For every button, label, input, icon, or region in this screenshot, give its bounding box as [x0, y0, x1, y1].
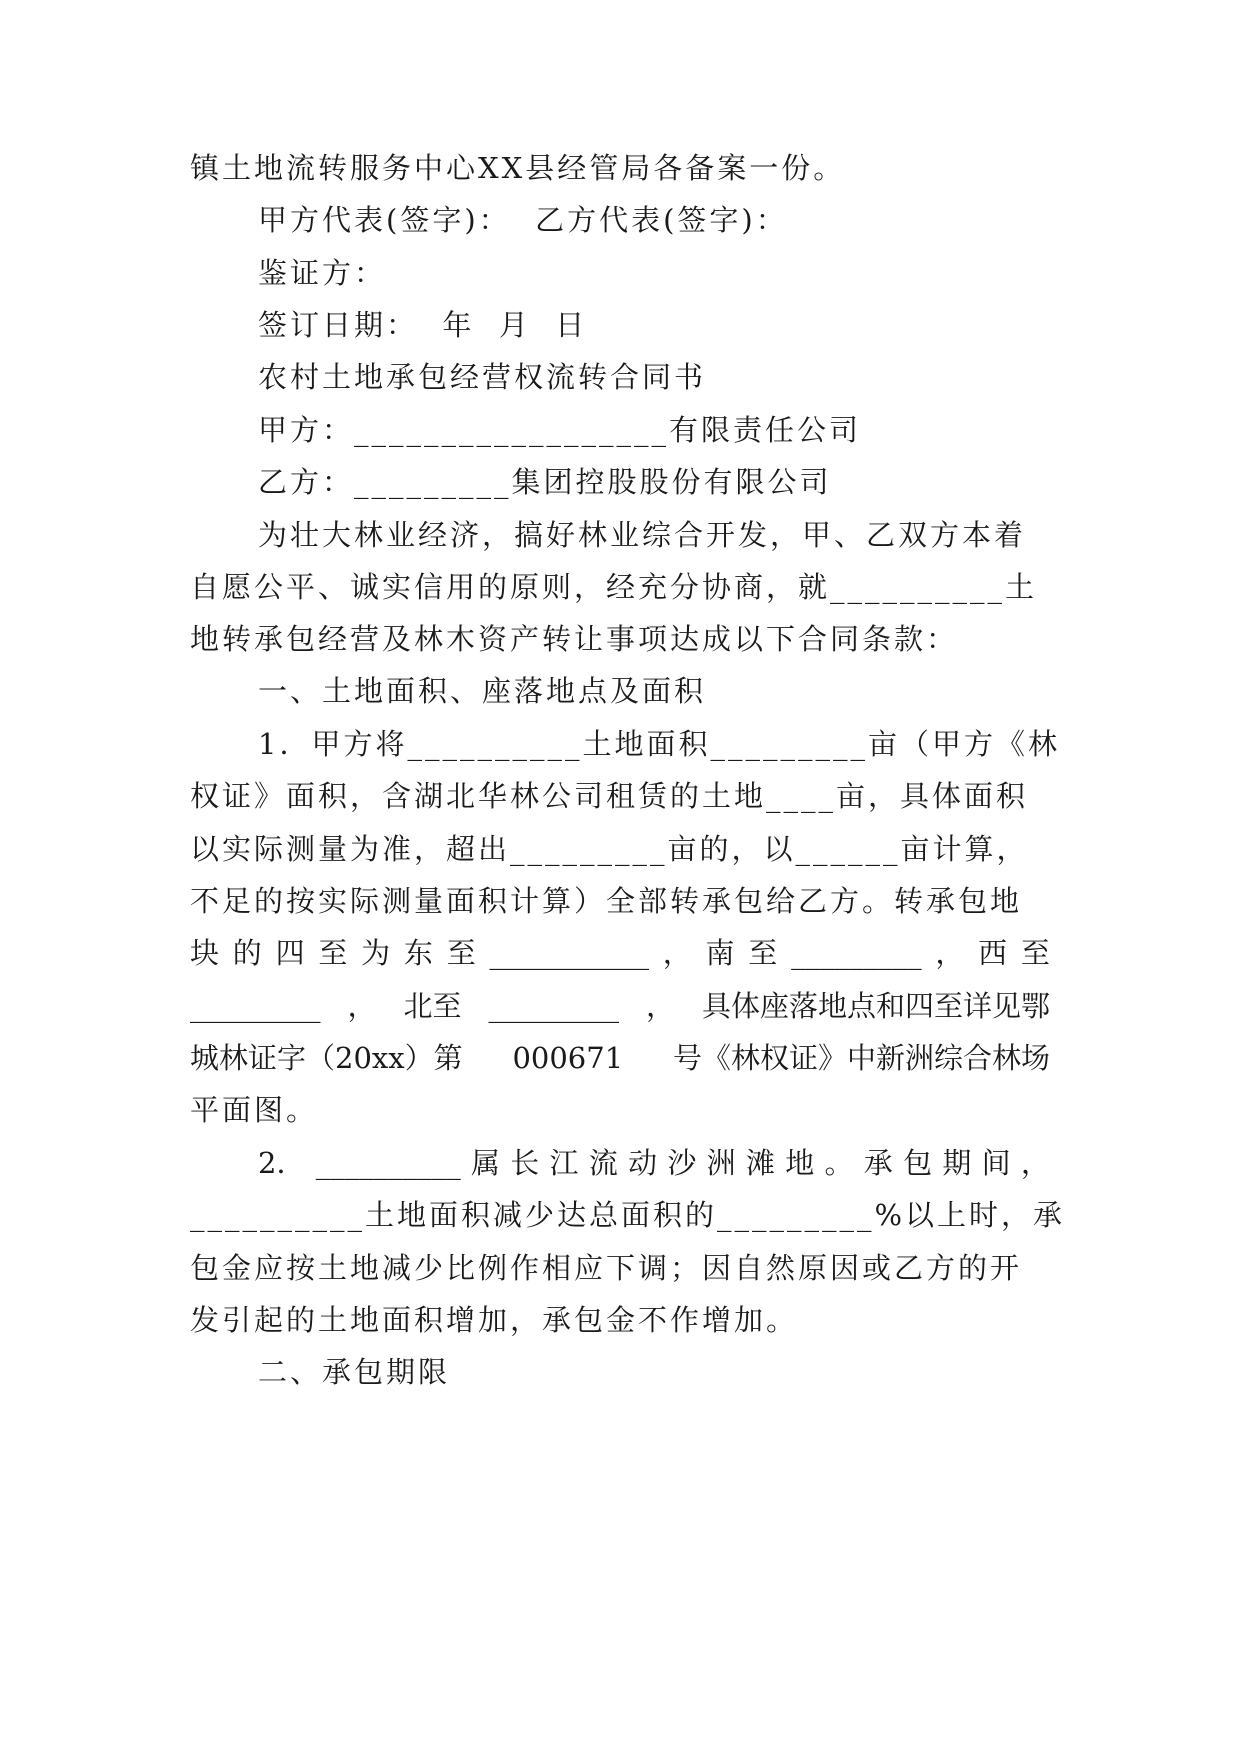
- paragraph-line: 自愿公平、诚实信用的原则，经充分协商，就__________土: [190, 570, 1038, 604]
- paragraph-line: __________土地面积减少达总面积的_________%以上时，承: [190, 1198, 1066, 1232]
- paragraph-line-justified: 城林证字（20xx）第 000671 号《林权证》中新洲综合林场: [190, 1041, 1050, 1075]
- paragraph-line: 发引起的土地面积增加，承包金不作增加。: [190, 1303, 799, 1337]
- paragraph-line-justified: 2． __________ 属 长 江 流 动 沙 洲 滩 地 。 承 包 期 间 ，: [258, 1146, 1050, 1180]
- paragraph-line: 权证》面积，含湖北华林公司租赁的土地____亩，具体面积: [190, 779, 1029, 813]
- paragraph-line: 包金应按土地减少比例作相应下调；因自然原因或乙方的开: [190, 1251, 1023, 1285]
- section-heading: 二、承包期限: [258, 1355, 451, 1389]
- paragraph-line: 不足的按实际测量面积计算）全部转承包给乙方。转承包地: [190, 884, 1023, 918]
- signature-line-representatives: 甲方代表(签字)： 乙方代表(签字)：: [258, 203, 788, 237]
- contract-title: 农村土地承包经营权流转合同书: [258, 360, 707, 394]
- paragraph-line: 为壮大林业经济，搞好林业综合开发，甲、乙双方本着: [258, 518, 1027, 552]
- paragraph-line: 地转承包经营及林木资产转让事项达成以下合同条款：: [190, 622, 959, 656]
- paragraph-line: 以实际测量为准，超出_________亩的，以______亩计算，: [190, 832, 1029, 866]
- signature-line-witness: 鉴证方：: [258, 256, 387, 290]
- paragraph-line: 1．甲方将__________土地面积_________亩（甲方《林: [258, 727, 1060, 761]
- paragraph-line: 镇土地流转服务中心XX县经管局各备案一份。: [190, 151, 846, 185]
- section-heading: 一、土地面积、座落地点及面积: [258, 674, 707, 708]
- paragraph-line: 平面图。: [190, 1093, 319, 1127]
- party-a-line: 甲方：__________________有限责任公司: [258, 413, 862, 447]
- paragraph-line-justified: _________ ， 北至 _________ ， 具体座落地点和四至详见鄂: [190, 989, 1050, 1023]
- signature-date-line: 签订日期： 年 月 日: [258, 308, 588, 342]
- paragraph-line-justified: 块 的 四 至 为 东 至 ___________ ， 南 至 _________ ， 西 至: [190, 936, 1050, 970]
- party-b-line: 乙方：_________集团控股股份有限公司: [258, 465, 832, 499]
